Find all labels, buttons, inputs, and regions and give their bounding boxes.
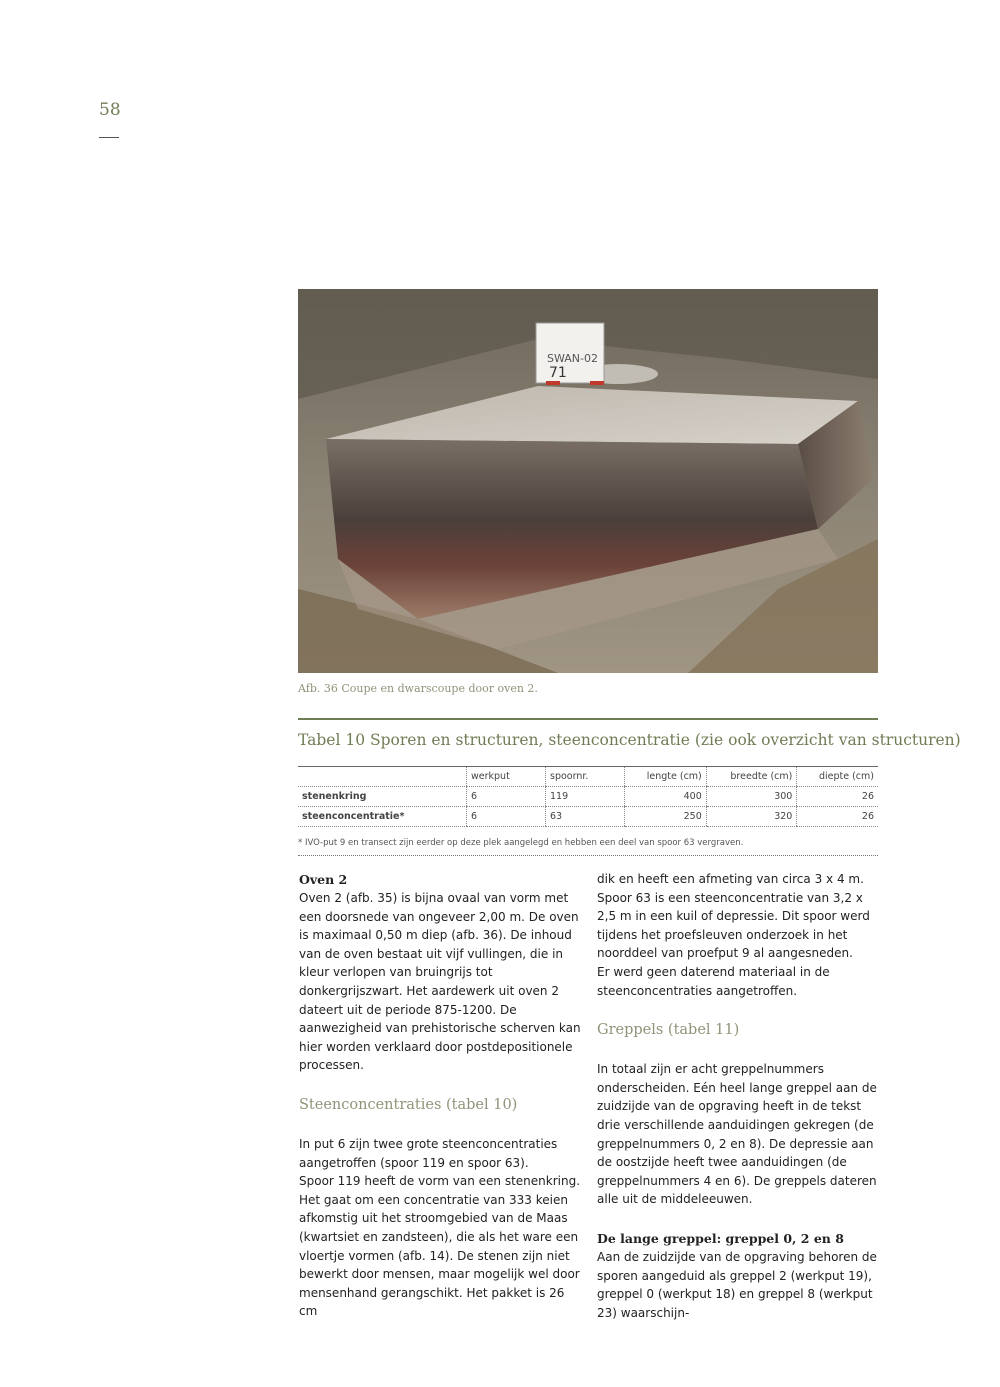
table-cell: 300: [706, 787, 797, 807]
table-header-cell: [298, 767, 467, 787]
table-top-rule: [298, 718, 878, 720]
table-header-cell: breedte (cm): [706, 767, 797, 787]
page-number-rule: [99, 137, 119, 138]
table-cell: 6: [467, 787, 546, 807]
table-title: Tabel 10 Sporen en structuren, steenconcentratie (zie ook overzicht van structuren): [298, 731, 961, 749]
table-header-cell: werkput: [467, 767, 546, 787]
data-table: [298, 766, 878, 827]
table-cell: 6: [467, 807, 546, 827]
table-footnote: * IVO-put 9 en transect zijn eerder op deze plek aangelegd en hebben een deel van spoor 63 vergraven.: [298, 838, 744, 848]
body-paragraph: Oven 2 (afb. 35) is bijna ovaal van vorm met een doorsnede van ongeveer 2,00 m. De oven is maximaal 0,50 m diep (afb. 36). De inhoud van de oven bestaat uit vijf vullingen, die in kleur verlopen van bruingrijs tot donkergrijszwart. Het aardewerk uit oven 2 dateert uit de periode 875-1200. De aanwezigheid van prehistorische scherven kan hier worden verklaard door postdepositionele processen.: [299, 891, 581, 1073]
table-cell: 250: [625, 807, 707, 827]
section-heading-greppels: Greppels (tabel 11): [597, 1022, 740, 1039]
table-header-cell: lengte (cm): [625, 767, 707, 787]
body-paragraph: Er werd geen daterend materiaal in de steenconcentraties aangetroffen.: [597, 964, 830, 998]
page-number: 58: [99, 100, 121, 120]
sign-label-site: SWAN-02: [547, 352, 598, 365]
table-row: [298, 787, 878, 807]
body-paragraph: Spoor 119 heeft de vorm van een stenenkring. Het gaat om een concentratie van 333 keien afkomstig uit het stroomgebied van de Maas (kwartsiet en zandsteen), die als het ware een vloertje vormen (afb. 14). De stenen zijn niet bewerkt door mensen, maar mogelijk wel door mensenhand gerangschikt. Het pakket is 26 cm: [299, 1174, 581, 1319]
sign-label-number: 71: [549, 365, 567, 381]
table-header-cell: spoornr.: [546, 767, 625, 787]
table-cell: 26: [797, 787, 878, 807]
excavation-photo: [298, 289, 878, 673]
excavation-photo-drawing: [298, 289, 878, 673]
table-cell: steenconcentratie*: [298, 807, 467, 827]
section-heading-steenconcentraties: Steenconcentraties (tabel 10): [299, 1096, 518, 1113]
table-row: [298, 807, 878, 827]
section-heading-oven: Oven 2: [299, 872, 348, 887]
body-paragraph: dik en heeft een afmeting van circa 3 x 4 m. Spoor 63 is een steenconcentratie van 3,2 x 2,5 m in een kuil of depressie. Dit spoor werd tijdens het proefsleuven onderzoek in het noorddeel van proefput 9 al aangesneden.: [597, 872, 870, 961]
left-text-column: [299, 870, 584, 1321]
body-paragraph: Aan de zuidzijde van de opgraving behoren de sporen aangeduid als greppel 2 (werkput 19), greppel 0 (werkput 18) en greppel 8 (werkput 23) waarschijn-: [597, 1249, 877, 1320]
table-cell: 320: [706, 807, 797, 827]
body-paragraph: In put 6 zijn twee grote steenconcentraties aangetroffen (spoor 119 en spoor 63).: [299, 1136, 558, 1170]
table-cell: 119: [546, 787, 625, 807]
table-header-row: [298, 767, 878, 787]
body-paragraph: In totaal zijn er acht greppelnummers onderscheiden. Eén heel lange greppel aan de zuidzijde van de opgraving heeft in de tekst drie verschillende aanduidingen gekregen (de greppelnummers 0, 2 en 8). De depressie aan de oostzijde heeft twee aanduidingen (de greppelnummers 4 en 6). De greppels dateren alle uit de middeleeuwen.: [597, 1062, 877, 1207]
section-heading-lange-greppel: De lange greppel: greppel 0, 2 en 8: [597, 1230, 844, 1246]
figure-caption: Afb. 36 Coupe en dwarscoupe door oven 2.: [298, 682, 538, 695]
table-cell: 63: [546, 807, 625, 827]
table-cell: 400: [625, 787, 707, 807]
table-bottom-rule: [298, 855, 878, 857]
table-cell: stenenkring: [298, 787, 467, 807]
table-header-cell: diepte (cm): [797, 767, 878, 787]
table-cell: 26: [797, 807, 878, 827]
right-text-column: [597, 870, 882, 1322]
